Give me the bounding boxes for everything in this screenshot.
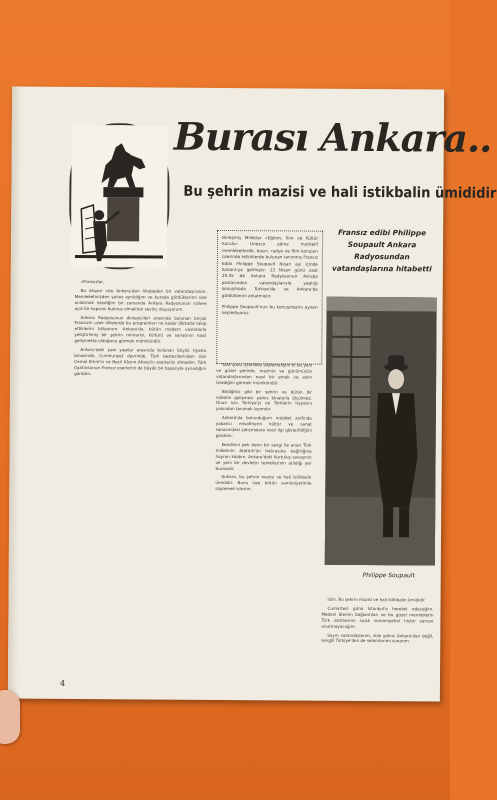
paragraph: Kendisini pek derin bir sevgi ile anan Türk milletinin Atatürk'ün hatırasına bağlılığına hayran kaldım. Ankara'daki Kurtuluş savaşının ve yeni bir devletin temellerinin atıldığı yer burasıdır.: [215, 441, 312, 471]
paragraph: Bu akşam size Ankara'dan hitabeden bir vatandaşınızım. Memleketinizden yalnız ayrıldığım ve burada gördüklerimi size anlatmak istediğim bir zamanda Ankara Radyosunun sizlere açık bir kapısını bulmuş olmaktan sevinç duyuyorum.: [74, 287, 207, 312]
intro-note-sign: Philippe Soupault'nun bu konuşmasını aynen neşrediyoruz.: [221, 304, 318, 316]
photo-caption: Philippe Soupault: [362, 571, 415, 580]
paragraph: lizin. Bu şehrin mazisi ve hali istikbalin ümididir.: [327, 596, 426, 603]
thumb: [0, 690, 20, 744]
text-column-1: [72, 279, 207, 680]
article-headline: Burası Ankara..: [173, 113, 492, 161]
article-subheadline: Bu şehrin mazisi ve hali istikbalin ümididir: [183, 183, 497, 202]
magazine-page: [8, 86, 497, 701]
paragraph: Ankara'da bulunduğum müddet zarfında yabancı misafirlerin kültür ve sanat sahasındaki çalışmalara nasıl ilgi gösterildiğini gördüm.: [215, 415, 312, 439]
article-byline: Fransız edibi Philippe Soupault Ankara Radyosundan vatandaşlarına hitabetti: [331, 227, 432, 274]
man-portrait-icon: [325, 297, 437, 566]
paragraph: Size şunu içtenlikle söylemeliyim ki bu yeni ve güzel şehirde, mazinin ve günümüzün vatandaşlarından nasıl bir emek ve azim istediğini görmek mümkündür.: [216, 361, 313, 386]
paragraph: Ankara'daki yeni yapılar arasında bulunan büyük tiyatro binasında, Cumhuriyet devrinde, Türk bestecilerinden Ulvi Cemal Erkin'in ve Necil Kâzım Akses'in eserlerini dinledim. Türk tiyatrosunun Fransız eserlerini de büyük bir başarıyla oynadığını gördüm.: [74, 347, 207, 376]
intro-note-text: Birleşmiş Milletler «Eğitim, İlim ve Kültür Kurulu» Unesco adına muhtelif memleketlerde, basın, radyo ve film konuları üzerinde tetkiklerde bulunan tanınmış Fransız Edibi Philippe Soupault Nisan ayı içinde Ankara'ya gelmiştir. 13 Nisan günü saat 20.45 de Ankara Radyosunun Avrupa postasından vatandaşlarıyle yaptığı konuşmada Türkiye'de ve Ankara'da gördüklerini anlatmıştır.: [221, 234, 319, 298]
paragraph: Sayın vatandaşlarım, size yalnız Ankara'dan değil, sevgili Türkiye'den de selamlarımı sunarım.: [321, 632, 434, 644]
paragraph: Bildiğiniz gibi bir şehrin ve bütün bir milletin gelişmesi yalnız binalarla ölçülmez. Onun için Türkiye'yi ve Türklerin hayatını yakından tanımak lazımdır.: [215, 388, 313, 412]
paragraph: Ankara Radyosunun dinleyicileri arasında bulunan birçok Fransızın uzak ülkelerde bu programları ne kadar dikkatle takip ettiklerini biliyorum. Ankara'da, bütün modern vasıtalarla yetiştirilmiş bir şehrin mimarisi, kültürü ve sanatının nasıl gelişmekte olduğunu görmek mümkündür.: [74, 314, 207, 344]
paragraph: Ankara, bu şehrin mazisi ve hali istikbalin ümididir. Bunu size bütün samimiyetimle söylemek isterim.: [215, 474, 312, 492]
equestrian-statue-icon: [71, 125, 168, 268]
portrait-photo: [325, 297, 437, 566]
text-column-3: [321, 597, 434, 688]
page-number: 4: [59, 678, 66, 688]
paragraph: Cumartesi günü İstanbul'a hareket edeceğim. Medeni âlemin bağlantıları ve bu güzel memleketin Türk dostlarının sıcak samimiyetini hiçbir zaman unutmayacağım.: [321, 605, 434, 629]
text-column-2: [214, 362, 312, 687]
paragraph: «Fransızlar,: [80, 278, 105, 285]
intro-note-box: [216, 230, 323, 365]
ankara-emblem-illustration: [69, 123, 170, 270]
